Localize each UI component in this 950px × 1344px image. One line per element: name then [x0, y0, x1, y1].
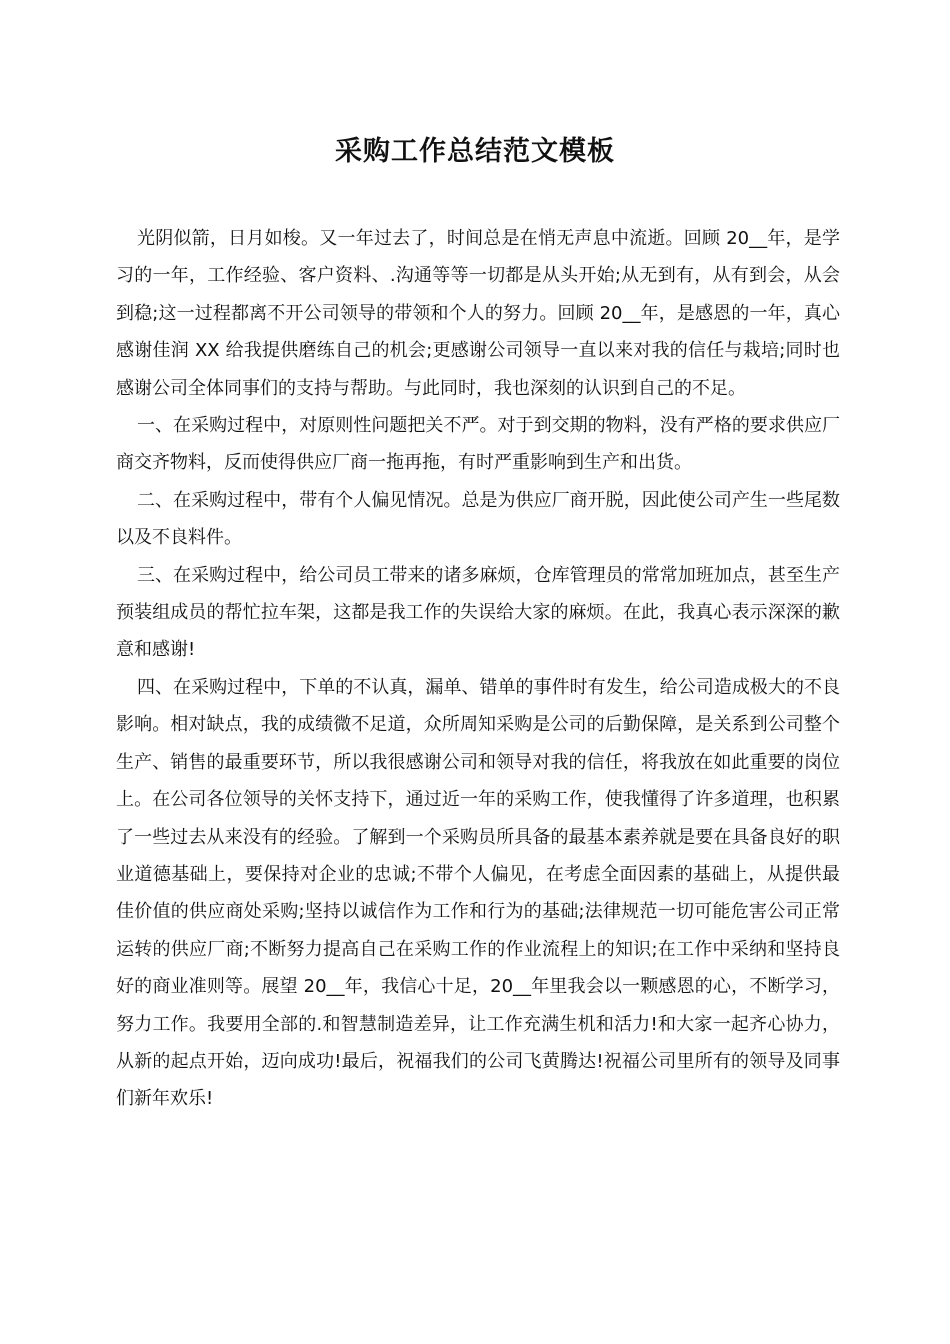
- paragraph-point-4: 四、在采购过程中，下单的不认真，漏单、错单的事件时有发生，给公司造成极大的不良影响。相对缺点，我的成绩微不足道，众所周知采购是公司的后勤保障，是关系到公司整个生产、销售的最重要环节，所以我很感谢公司和领导对我的信任，将我放在如此重要的岗位上。在公司各位领导的关怀支持下，通过近一年的采购工作，使我懂得了许多道理，也积累了一些过去从来没有的经验。了解到一个采购员所具备的最基本素养就是要在具备良好的职业道德基础上，要保持对企业的忠诚;不带个人偏见，在考虑全面因素的基础上，从提供最佳价值的供应商处采购;坚持以诚信作为工作和行为的基础;法律规范一切可能危害公司正常运转的供应厂商;不断努力提高自己在采购工作的作业流程上的知识;在工作中采纳和坚持良好的商业准则等。展望 20__年，我信心十足，20__年里我会以一颗感恩的心，不断学习，努力工作。我要用全部的.和智慧制造差异，让工作充满生机和活力!和大家一起齐心协力，从新的起点开始，迈向成功!最后，祝福我们的公司飞黄腾达!祝福公司里所有的领导及同事们新年欢乐!: [116, 676, 840, 1110]
- document-title: 采购工作总结范文模板: [335, 136, 615, 167]
- paragraph-intro: 光阴似箭，日月如梭。又一年过去了，时间总是在悄无声息中流逝。回顾 20__年，是学习的一年，工作经验、客户资料、.沟通等等一切都是从头开始;从无到有，从有到会，从会到稳;这一过程都离不开公司领导的带领和个人的努力。回顾 20__年，是感恩的一年，真心感谢佳润 XX 给我提供磨练自己的机会;更感谢公司领导一直以来对我的信任与栽培;同时也感谢公司全体同事们的支持与帮助。与此同时，我也深刻的认识到自己的不足。: [116, 228, 840, 399]
- document-body: [116, 220, 840, 1118]
- paragraph-point-1: 一、在采购过程中，对原则性问题把关不严。对于到交期的物料，没有严格的要求供应厂商交齐物料，反而使得供应厂商一拖再拖，有时严重影响到生产和出货。: [116, 415, 840, 474]
- paragraph-point-2: 二、在采购过程中，带有个人偏见情况。总是为供应厂商开脱，因此使公司产生一些尾数以及不良料件。: [116, 489, 840, 549]
- paragraph-point-3: 三、在采购过程中，给公司员工带来的诸多麻烦，仓库管理员的常常加班加点，甚至生产预装组成员的帮忙拉车架，这都是我工作的失误给大家的麻烦。在此，我真心表示深深的歉意和感谢!: [116, 564, 840, 661]
